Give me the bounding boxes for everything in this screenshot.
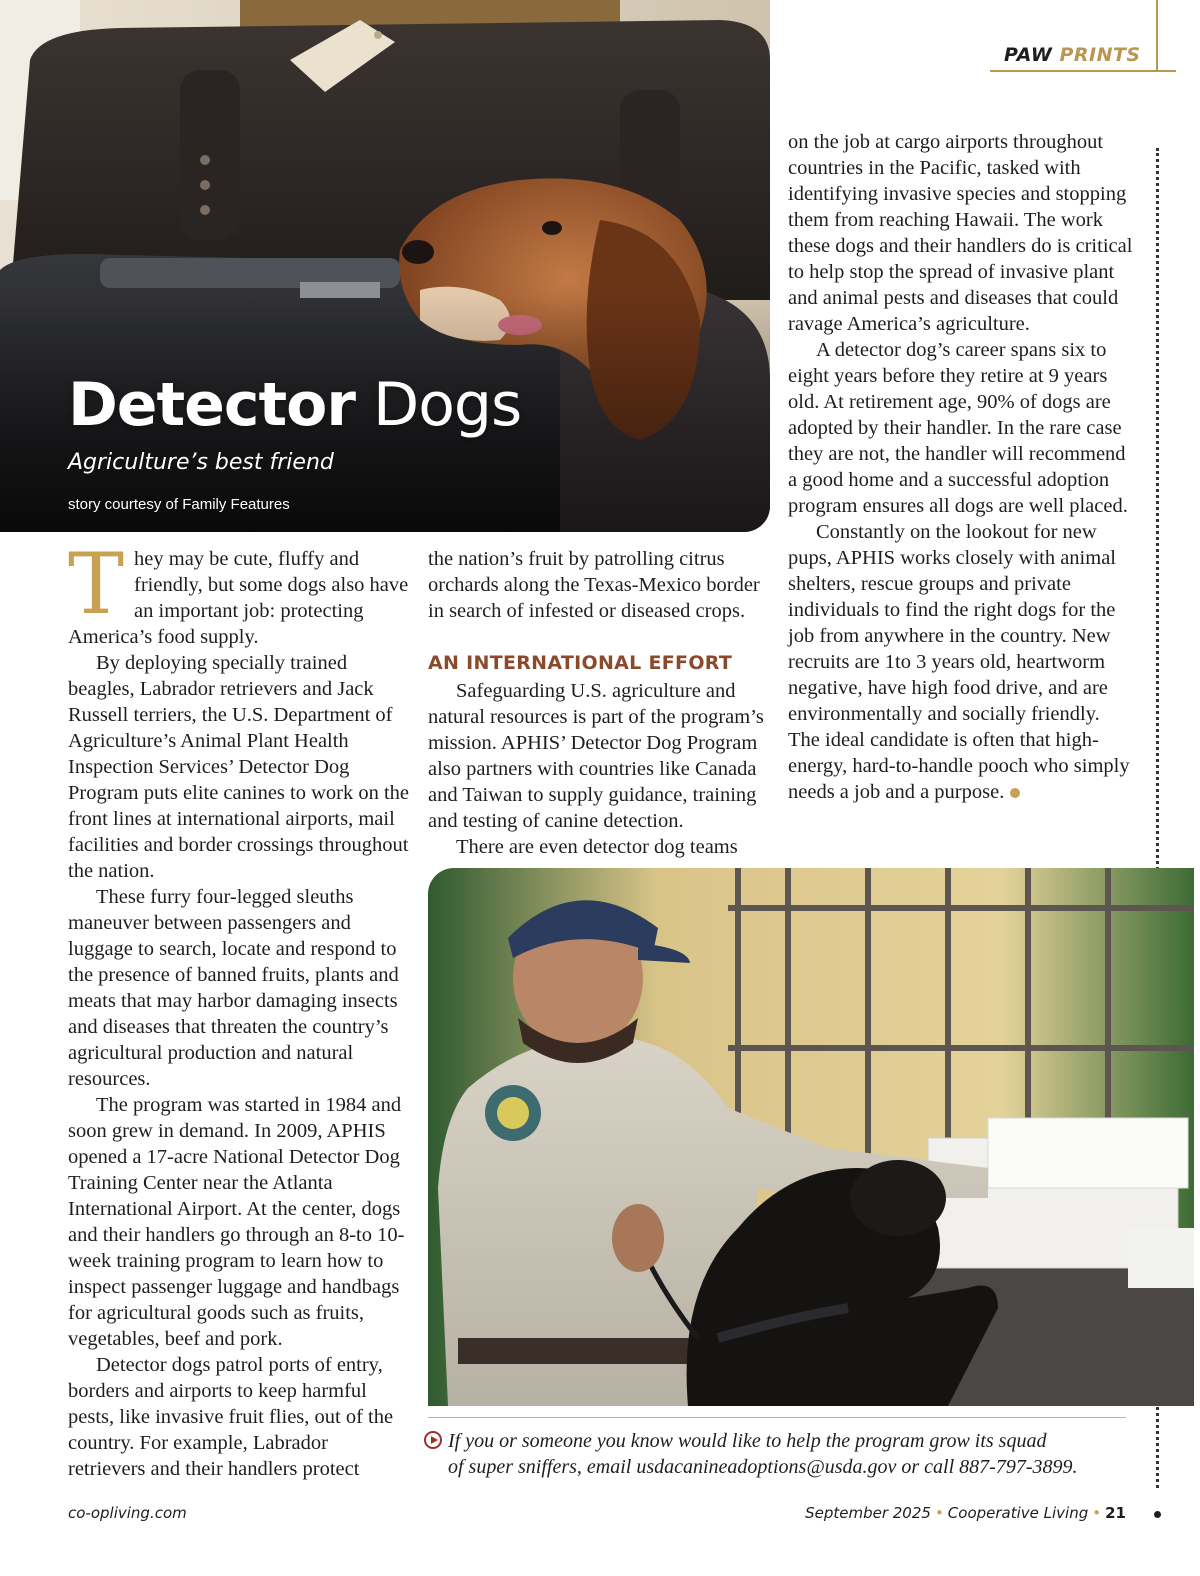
story-credit: story courtesy of Family Features — [68, 496, 290, 513]
paragraph: on the job at cargo airports throughout countries in the Pacific, tasked with identifying invasive species and stopping them from reaching Hawaii. The work these dogs and their handlers do is critical to help stop the spread of invasive plant and animal pests and diseases that could ravage America’s agriculture. — [788, 131, 1133, 335]
footer-website: co-opliving.com — [68, 1504, 187, 1522]
paragraph-text: Constantly on the lookout for new pups, APHIS works closely with animal shelters, rescue groups and private individuals to find the right dogs for the job from anywhere in the country. New recruits are 1to 3 years old, heartworm negative, have high food drive, and are environmentally and socially friendly. The ideal candidate is often that high-energy, hard-to-handle pooch who simply needs a job and a purpose. — [788, 521, 1130, 803]
section-rule-vertical — [1156, 0, 1158, 72]
play-arrow-icon — [424, 1431, 442, 1449]
end-of-story-dot — [1010, 788, 1020, 798]
section-label-part2: PRINTS — [1059, 44, 1141, 66]
caption-line-1: If you or someone you know would like to help the program grow its squad — [448, 1430, 1047, 1452]
drop-cap: T — [68, 535, 125, 633]
hero-photo — [0, 0, 770, 532]
paragraph: Detector dogs patrol ports of entry, borders and airports to keep harmful pests, like invasive fruit flies, out of the country. For example, Labrador retrievers and their handlers protect — [68, 1354, 394, 1480]
paragraph: There are even detector dog teams — [456, 836, 738, 858]
footer-date: September 2025 — [805, 1504, 931, 1522]
paragraph: A detector dog’s career spans six to eight years before they retire at 9 years old. At retirement age, 90% of dogs are adopted by their handler. In the rare case they are not, the handler will recommend a good home and a successful adoption program ensures all dogs are well placed. — [788, 339, 1128, 517]
footer-magazine: Cooperative Living — [947, 1504, 1089, 1522]
page-number: 21 — [1105, 1504, 1126, 1522]
footer-separator-dot: • — [1092, 1504, 1102, 1522]
section-label-part1: PAW — [1004, 44, 1053, 66]
section-subhead: AN INTERNATIONAL EFFORT — [428, 652, 733, 674]
paragraph — [788, 519, 1134, 805]
article-subtitle: Agriculture’s best friend — [68, 450, 334, 475]
title-light: Dogs — [373, 370, 522, 440]
photo-caption — [448, 1428, 1148, 1480]
article-column-3 — [788, 129, 1134, 805]
section-label — [1004, 44, 1141, 66]
paragraph — [68, 535, 410, 650]
paragraph: By deploying specially trained beagles, Labrador retrievers and Jack Russell terriers, the U.S. Department of Agriculture’s Animal Plant Health Inspection Services’ Detector Dog Program puts elite canines to work on the front lines at international airports, mail facilities and border crossings throughout the nation. — [68, 652, 410, 882]
title-bold: Detector — [68, 370, 355, 440]
article-column-2 — [428, 546, 774, 860]
paragraph: the nation’s fruit by patrolling citrus orchards along the Texas-Mexico border in search of infested or diseased crops. — [428, 548, 760, 622]
paragraph: Safeguarding U.S. agriculture and natural resources is part of the program’s mission. APHIS’ Detector Dog Program also partners with countries like Canada and Taiwan to supply guidance, training and testing of canine detection. — [428, 680, 764, 832]
footer-bullet-icon — [1154, 1511, 1161, 1518]
article-column-1 — [68, 535, 410, 1482]
paragraph: The program was started in 1984 and soon grew in demand. In 2009, APHIS opened a 17-acre National Detector Dog Training Center near the Atlanta International Airport. At the center, dogs and their handlers go through an 8-to 10-week training program to learn how to inspect passenger luggage and handbags for agricultural goods such as fruits, vegetables, beef and pork. — [68, 1094, 405, 1350]
footer-issue — [805, 1504, 1126, 1522]
handler-photo — [428, 868, 1194, 1406]
caption-line-2: of super sniffers, email usdacanineadoptions@usda.gov or call 887-797-3899. — [448, 1456, 1078, 1478]
paragraph: These furry four-legged sleuths maneuver between passengers and luggage to search, locate and respond to the presence of banned fruits, plants and meats that may harbor damaging insects and diseases that threaten the country’s agricultural production and natural resources. — [68, 886, 399, 1090]
handler-and-dog-illustration — [428, 868, 1194, 1406]
footer-separator-dot: • — [934, 1504, 944, 1522]
section-rule-horizontal — [990, 70, 1176, 72]
caption-rule — [428, 1417, 1126, 1418]
paragraph-text: hey may be cute, fluffy and friendly, but some dogs also have an important job: protecting America’s food supply. — [68, 548, 409, 648]
article-title — [68, 370, 521, 440]
